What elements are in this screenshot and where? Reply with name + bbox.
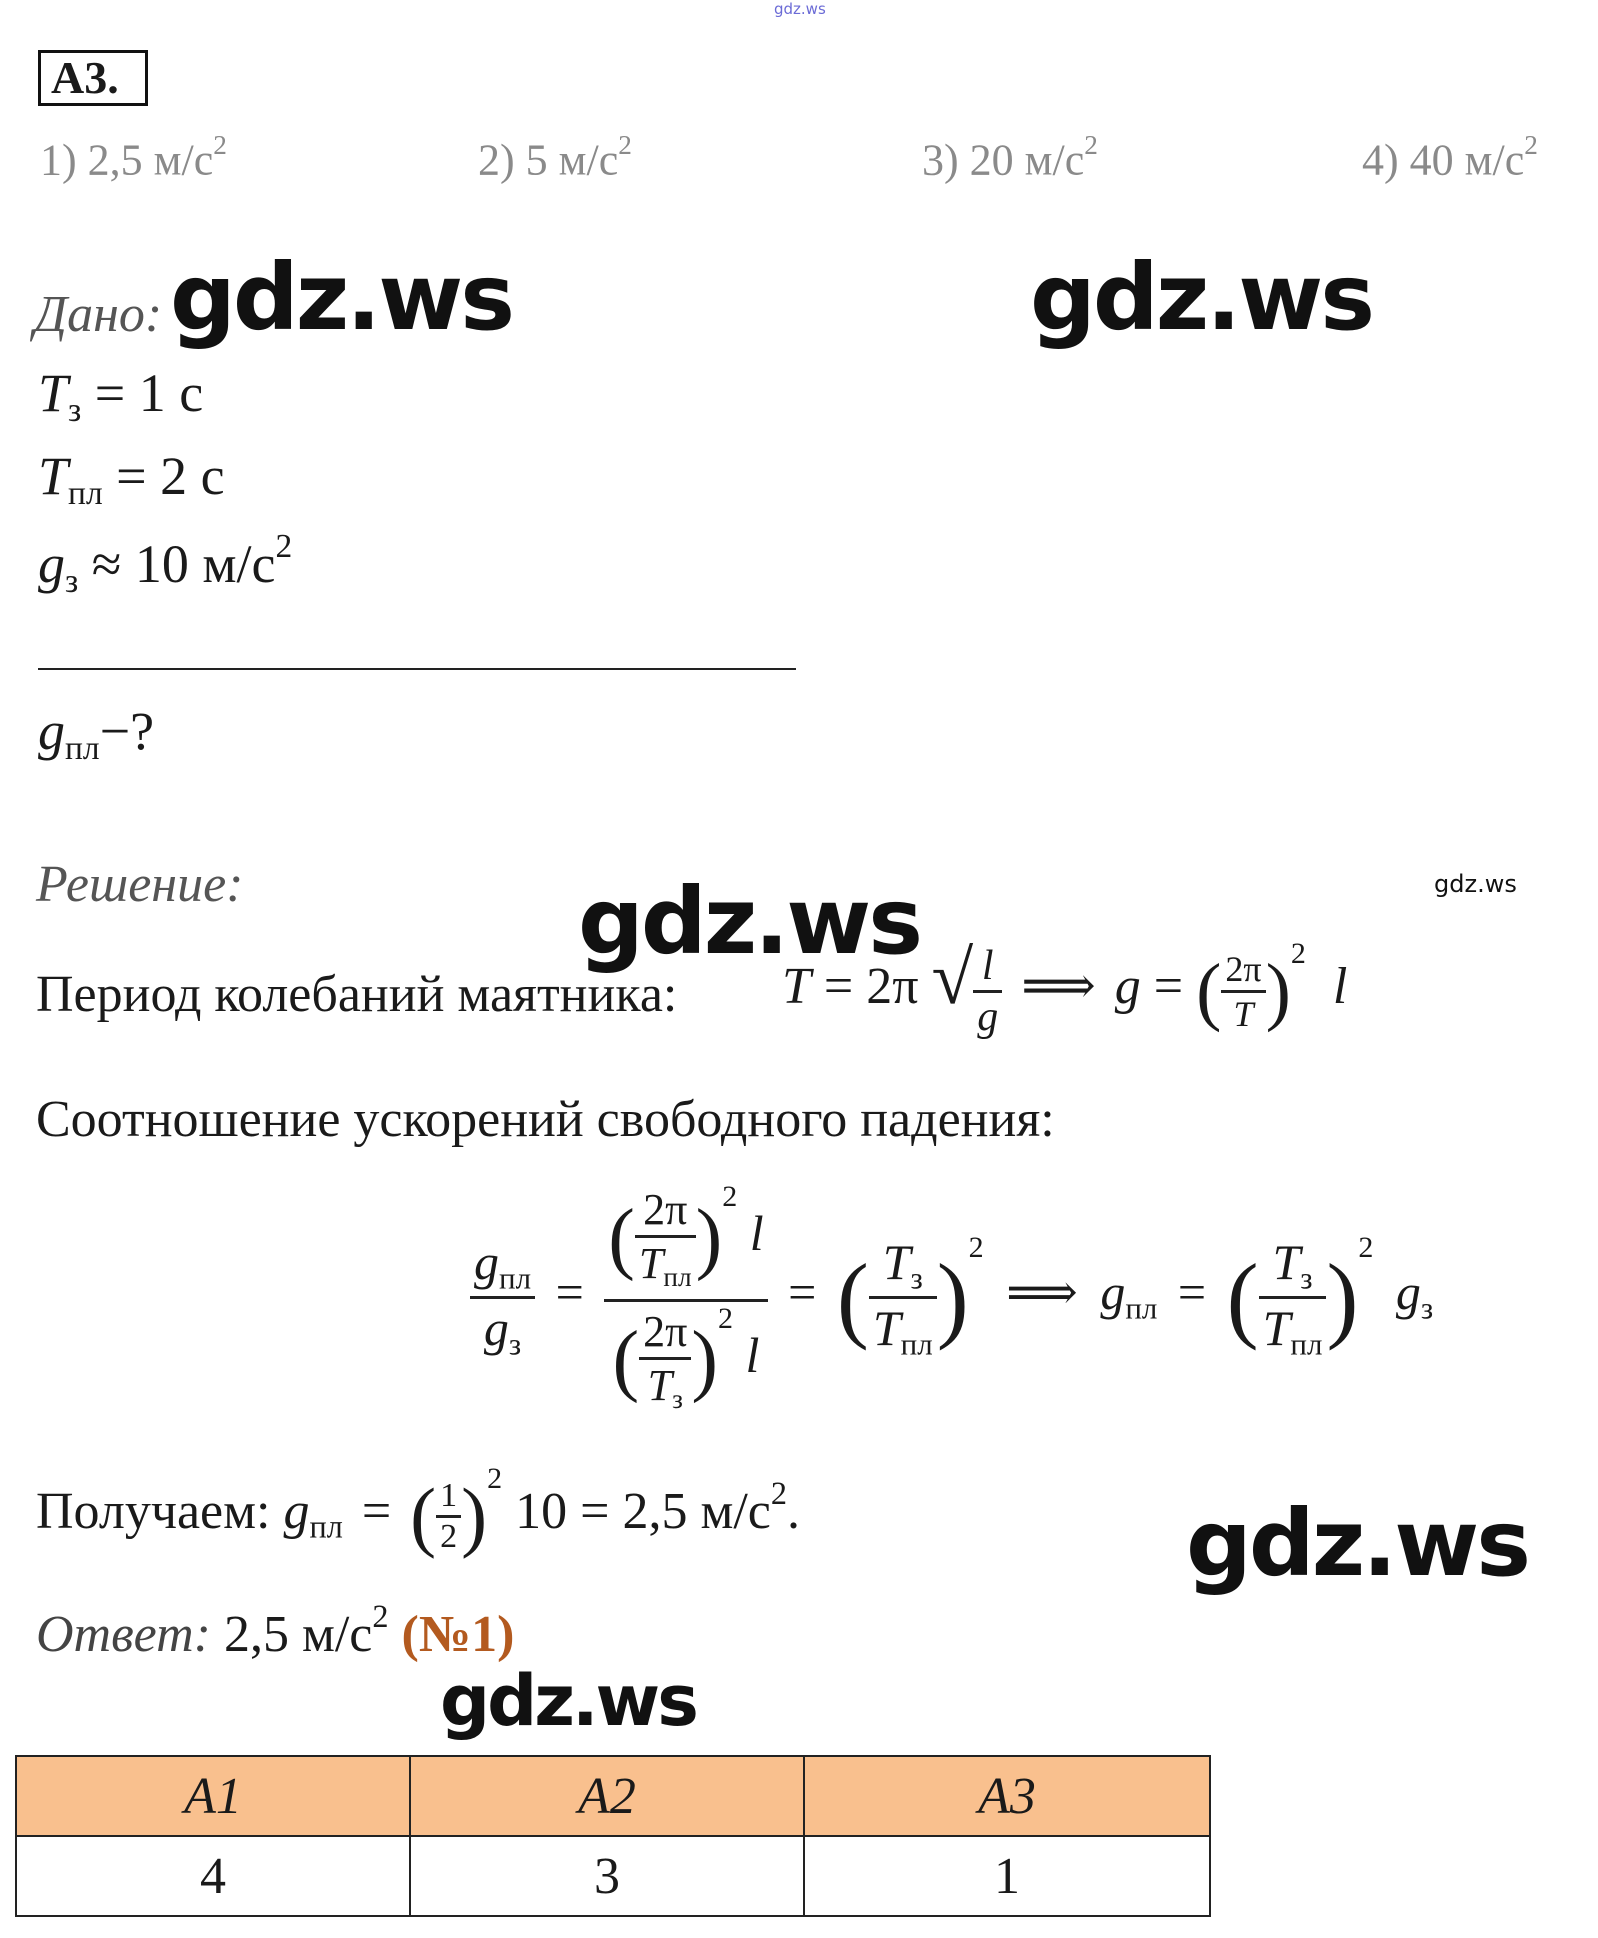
gpl-over-gz (470, 1233, 535, 1363)
table-header-cell: А2 (410, 1756, 804, 1836)
paren-close: ) (936, 1244, 969, 1352)
option-2 (478, 130, 632, 185)
frac-num (869, 1233, 937, 1299)
equals: = (1153, 958, 1184, 1015)
ratio-line: Соотношение ускорений свободного падения: (36, 1091, 1055, 1148)
paren-open: ( (410, 1472, 437, 1560)
paren-open: ( (836, 1244, 869, 1352)
l-over-g (973, 942, 1002, 1041)
table-cell: 4 (16, 1836, 410, 1916)
option-1-num: 1) (40, 135, 77, 185)
z-sub: з (672, 1384, 683, 1415)
paren-close: ) (691, 1316, 718, 1405)
answer-label: Ответ: (36, 1606, 211, 1664)
option-1-value: 2,5 м/с (87, 135, 214, 185)
frac-num: 2π (1221, 948, 1265, 993)
implies-arrow: ⟹ (1006, 1264, 1078, 1321)
two-pi-over-t (1221, 948, 1265, 1035)
table-header-row (16, 1756, 1210, 1836)
option-2-value: 5 м/с (525, 135, 619, 185)
two-pi-over-tz (639, 1306, 691, 1415)
given-divider (38, 668, 796, 670)
g-symbol: g (1114, 958, 1141, 1015)
square-exp: 2 (718, 1302, 733, 1336)
equals: = (361, 1483, 392, 1540)
table-header-cell: А1 (16, 1756, 410, 1836)
t-symbol: T (647, 1361, 673, 1411)
pl-sub: пл (309, 1508, 343, 1545)
option-1-sup: 2 (213, 130, 227, 160)
frac-den (1259, 1299, 1327, 1362)
option-3 (922, 130, 1098, 185)
given-g-earth (38, 528, 292, 601)
g-symbol: g (283, 1483, 310, 1540)
frac-num: 2π (635, 1184, 696, 1238)
square-exp: 2 (770, 1474, 788, 1511)
t-planet-sub: пл (68, 475, 103, 513)
watermark: gdz.ws (578, 868, 920, 975)
g-earth-value: ≈ 10 м/с (78, 534, 276, 595)
frac-den: T (1233, 993, 1254, 1034)
ratio-formula (470, 1180, 1433, 1415)
paren-close: ) (1326, 1244, 1359, 1352)
pl-sub: пл (1125, 1290, 1158, 1326)
paren-open: ( (1226, 1244, 1259, 1352)
frac-den (635, 1238, 696, 1293)
g-symbol: g (38, 701, 65, 761)
sqrt-icon: √ (931, 936, 974, 1020)
square-exp: 2 (722, 1180, 738, 1213)
table-row (16, 1836, 1210, 1916)
given-t-earth (38, 362, 203, 430)
square-exp: 2 (968, 1231, 984, 1265)
period-text: Период колебаний маятника: (36, 966, 678, 1023)
equals: = (1177, 1264, 1207, 1321)
t-symbol: T (782, 958, 811, 1015)
two-pi: 2π (866, 958, 919, 1015)
frac-den (470, 1299, 535, 1362)
result-line (36, 1462, 800, 1561)
t-symbol: T (872, 1300, 901, 1357)
given-find (38, 700, 154, 768)
l-symbol: l (1332, 958, 1348, 1015)
square-exp: 2 (1290, 937, 1306, 970)
paren-open: ( (608, 1194, 635, 1283)
watermark: gdz.ws (1186, 1490, 1528, 1597)
g-symbol: g (1395, 1264, 1421, 1321)
paren-open: ( (1196, 948, 1222, 1033)
option-2-num: 2) (478, 135, 515, 185)
given-t-planet (38, 445, 225, 513)
answer-line (36, 1598, 514, 1664)
g-symbol: g (474, 1233, 499, 1290)
frac-den: g (977, 993, 999, 1040)
table-cell: 1 (804, 1836, 1210, 1916)
paren-close: ) (695, 1194, 723, 1283)
find-sub: пл (65, 730, 100, 768)
watermark: gdz.ws (170, 244, 512, 351)
g-earth-sup: 2 (275, 528, 293, 565)
frac-num (470, 1233, 535, 1299)
option-3-value: 20 м/с (969, 135, 1085, 185)
watermark-small: gdz.ws (1434, 870, 1517, 898)
option-2-sup: 2 (618, 130, 632, 160)
option-4-num: 4) (1362, 135, 1399, 185)
l-symbol: l (749, 1205, 764, 1261)
pl-sub: пл (663, 1262, 692, 1293)
t-symbol: T (38, 363, 69, 423)
paren-close: ) (461, 1472, 488, 1560)
pl-sub: пл (499, 1260, 532, 1296)
option-4 (1362, 130, 1538, 185)
option-3-num: 3) (922, 135, 959, 185)
option-3-sup: 2 (1084, 130, 1098, 160)
square-exp: 2 (1358, 1231, 1374, 1265)
option-4-sup: 2 (1524, 130, 1538, 160)
square-exp: 2 (487, 1462, 503, 1495)
pl-sub: пл (900, 1326, 933, 1362)
t-symbol: T (882, 1233, 911, 1290)
task-label: А3. (38, 50, 148, 106)
g-earth-sub: з (65, 563, 79, 601)
option-1 (40, 130, 227, 185)
tz-over-tpl (869, 1233, 937, 1363)
frac-den (869, 1299, 937, 1362)
answer-value: 2,5 м/с (223, 1606, 373, 1664)
z-sub: з (1300, 1260, 1313, 1296)
table-header-cell: А3 (804, 1756, 1210, 1836)
frac-num: l (973, 942, 1002, 993)
frac-num: 2π (639, 1306, 691, 1360)
answer-ref: (№1) (401, 1606, 515, 1664)
z-sub: з (1420, 1290, 1434, 1326)
paren-close: ) (1265, 948, 1291, 1033)
g-symbol: g (483, 1300, 509, 1357)
frac-num (604, 1180, 767, 1302)
one-half (436, 1477, 461, 1556)
result-prefix: Получаем: (36, 1483, 271, 1540)
frac-num (1259, 1233, 1327, 1299)
option-4-value: 40 м/с (1409, 135, 1525, 185)
paren-open: ( (612, 1316, 640, 1405)
watermark: gdz.ws (440, 1660, 696, 1742)
pl-sub: пл (1290, 1326, 1323, 1362)
given-label: Дано: (34, 286, 163, 343)
table-cell: 3 (410, 1836, 804, 1916)
find-question: −? (99, 701, 155, 761)
solution-label: Решение: (36, 856, 244, 913)
frac-den: 2 (440, 1517, 458, 1555)
t-earth-value: = 1 с (81, 363, 204, 423)
frac-num: 1 (436, 1477, 461, 1518)
equals: = (788, 1264, 817, 1321)
frac-den (604, 1302, 767, 1415)
t-planet-value: = 2 с (102, 446, 225, 506)
result-period: . (787, 1483, 801, 1540)
g-symbol: g (1100, 1264, 1126, 1321)
square-exp: 2 (372, 1598, 389, 1634)
t-earth-sub: з (68, 392, 82, 430)
l-symbol: l (745, 1327, 760, 1384)
frac-den (639, 1360, 691, 1415)
answers-table (15, 1755, 1211, 1917)
watermark: gdz.ws (1030, 244, 1372, 351)
two-pi-over-tpl (635, 1184, 696, 1293)
t-symbol: T (1262, 1300, 1291, 1357)
big-fraction (604, 1180, 767, 1415)
implies-arrow: ⟹ (1021, 958, 1096, 1015)
t-symbol: T (38, 446, 69, 506)
t-symbol: T (1272, 1233, 1301, 1290)
result-value: 10 = 2,5 м/с (515, 1483, 771, 1540)
z-sub: з (508, 1326, 522, 1362)
tz-over-tpl (1259, 1233, 1327, 1363)
t-symbol: T (638, 1238, 664, 1288)
z-sub: з (910, 1260, 923, 1296)
g-symbol: g (38, 534, 65, 595)
top-watermark: gdz.ws (774, 0, 826, 18)
equals: = (555, 1264, 584, 1321)
equals: = (823, 958, 854, 1015)
